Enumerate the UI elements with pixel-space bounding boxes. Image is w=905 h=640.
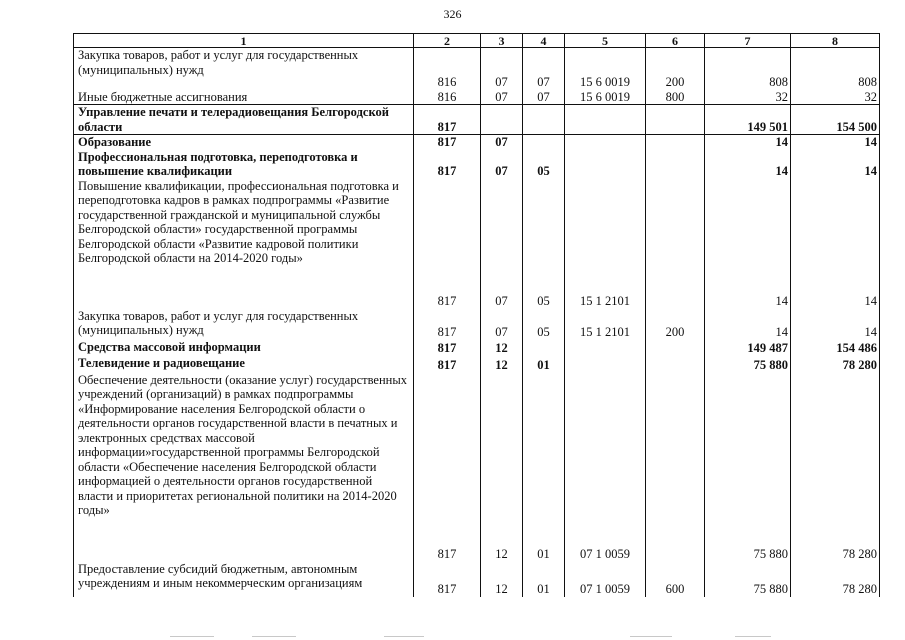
row-name: Обеспечение деятельности (оказание услуг) государственных учреждений (организаций) в рамках подпрограммы «Информирование населения Белгородской области о деятельности органов государственной власти в печатных и электронных средствах массовой информации»государственной программы Белгородской области «Обеспечение населения Белгородской области информацией о деятельности органов государственной власти и приоритетах региональной политики на 2014-2020 годы» [74,373,414,562]
table-row [74,340,880,356]
target-article [565,135,646,150]
page-number: 326 [443,7,462,21]
target-article: 15 6 0019 [565,48,646,90]
bottom-rule [170,636,214,637]
admin-code: 817 [414,562,481,597]
subsection-code: 05 [523,179,565,309]
expense-type: 800 [646,90,705,105]
table-row [74,562,880,597]
admin-code: 817 [414,150,481,179]
section-code: 12 [481,340,523,356]
sum-2020: 32 [791,90,880,105]
section-code: 07 [481,135,523,150]
row-name: Предоставление субсидий бюджетным, автономным учреждениям и иным некоммерческим организациям [74,562,414,597]
column-header: 6 [646,34,705,48]
row-name: Образование [74,135,414,150]
row-name: Средства массовой информации [74,340,414,356]
expense-type [646,340,705,356]
section-code: 12 [481,562,523,597]
subsection-code [523,135,565,150]
row-name: Закупка товаров, работ и услуг для государственных (муниципальных) нужд [74,48,414,90]
bottom-rule [630,636,672,637]
sum-2020: 808 [791,48,880,90]
subsection-code: 07 [523,48,565,90]
column-header: 8 [791,34,880,48]
column-header: 5 [565,34,646,48]
table-row [74,150,880,179]
table-row [74,356,880,373]
section-code [481,105,523,135]
sum-2019: 14 [705,135,791,150]
table-header-row [74,34,880,48]
sum-2019: 75 880 [705,356,791,373]
admin-code: 816 [414,90,481,105]
subsection-code: 01 [523,562,565,597]
sum-2019: 32 [705,90,791,105]
subsection-code [523,340,565,356]
table-row [74,48,880,90]
table-row [74,309,880,340]
bottom-rule [252,636,296,637]
bottom-rule [384,636,424,637]
sum-2019: 14 [705,150,791,179]
section-code: 07 [481,179,523,309]
section-code: 12 [481,373,523,562]
table-row [74,90,880,105]
subsection-code: 05 [523,150,565,179]
target-article [565,105,646,135]
admin-code: 817 [414,105,481,135]
section-code: 07 [481,150,523,179]
table-row [74,373,880,562]
sum-2019: 14 [705,309,791,340]
expense-type: 600 [646,562,705,597]
expense-type [646,179,705,309]
sum-2020: 154 500 [791,105,880,135]
sum-2019: 75 880 [705,562,791,597]
sum-2020: 14 [791,135,880,150]
sum-2019: 149 487 [705,340,791,356]
expense-type [646,356,705,373]
column-header: 4 [523,34,565,48]
subsection-code: 07 [523,90,565,105]
admin-code: 816 [414,48,481,90]
subsection-code: 05 [523,309,565,340]
section-code: 07 [481,309,523,340]
expense-type: 200 [646,309,705,340]
row-name: Иные бюджетные ассигнования [74,90,414,105]
budget-table [73,33,880,597]
sum-2019: 149 501 [705,105,791,135]
expense-type: 200 [646,48,705,90]
target-article [565,150,646,179]
row-name: Телевидение и радиовещание [74,356,414,373]
sum-2019: 75 880 [705,373,791,562]
subsection-code [523,105,565,135]
sum-2020: 14 [791,150,880,179]
expense-type [646,373,705,562]
bottom-rule [735,636,771,637]
sum-2020: 78 280 [791,373,880,562]
column-header: 7 [705,34,791,48]
admin-code: 817 [414,340,481,356]
expense-type [646,150,705,179]
subsection-code: 01 [523,373,565,562]
row-name: Профессиональная подготовка, переподготовка и повышение квалификации [74,150,414,179]
column-header: 1 [74,34,414,48]
section-code: 07 [481,48,523,90]
admin-code: 817 [414,373,481,562]
row-name: Управление печати и телерадиовещания Белгородской области [74,105,414,135]
expense-type [646,135,705,150]
sum-2020: 78 280 [791,356,880,373]
sum-2020: 78 280 [791,562,880,597]
sum-2020: 14 [791,309,880,340]
row-name: Закупка товаров, работ и услуг для государственных (муниципальных) нужд [74,309,414,340]
sum-2020: 14 [791,179,880,309]
table-row [74,179,880,309]
admin-code: 817 [414,135,481,150]
admin-code: 817 [414,309,481,340]
subsection-code: 01 [523,356,565,373]
target-article: 15 1 2101 [565,179,646,309]
expense-type [646,105,705,135]
column-header: 2 [414,34,481,48]
target-article [565,356,646,373]
table-row [74,135,880,150]
admin-code: 817 [414,356,481,373]
target-article: 15 1 2101 [565,309,646,340]
admin-code: 817 [414,179,481,309]
section-code: 12 [481,356,523,373]
table-row [74,105,880,135]
target-article: 15 6 0019 [565,90,646,105]
section-code: 07 [481,90,523,105]
sum-2019: 808 [705,48,791,90]
target-article [565,340,646,356]
row-name: Повышение квалификации, профессиональная подготовка и переподготовка кадров в рамках подпрограммы «Развитие государственной гражданской и муниципальной службы Белгородской области» государственной программы Белгородской области «Развитие кадровой политики Белгородской области на 2014-2020 годы» [74,179,414,309]
target-article: 07 1 0059 [565,373,646,562]
target-article: 07 1 0059 [565,562,646,597]
sum-2019: 14 [705,179,791,309]
column-header: 3 [481,34,523,48]
sum-2020: 154 486 [791,340,880,356]
